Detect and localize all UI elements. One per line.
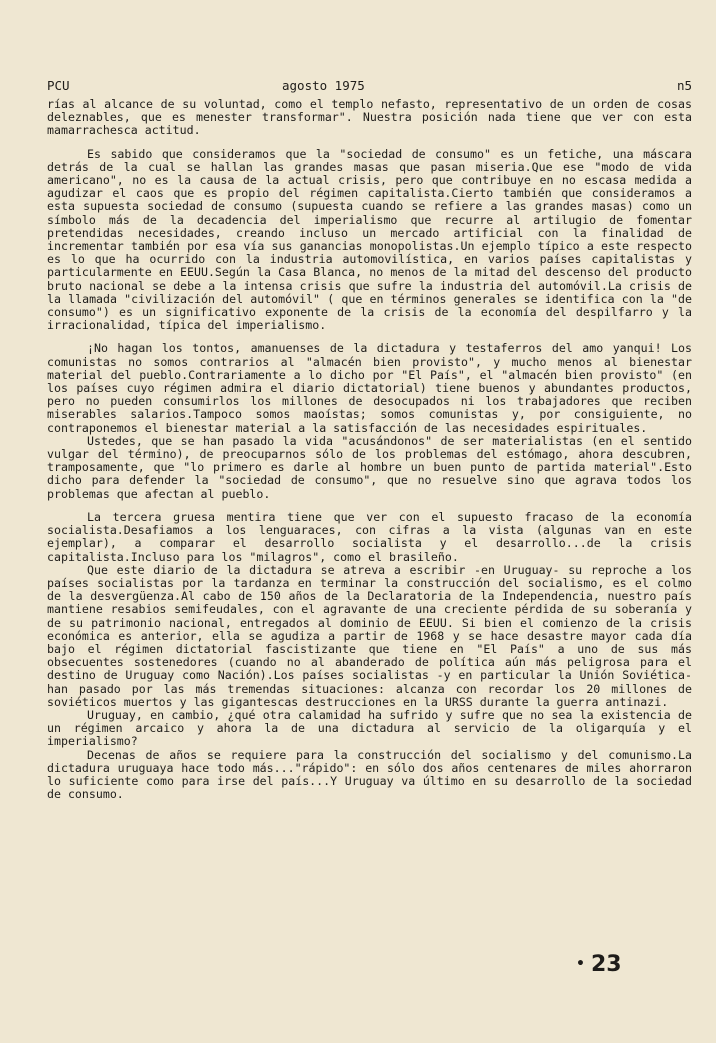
page-header xyxy=(47,78,692,96)
paragraph-6: Que este diario de la dictadura se atreva a escribir -en Uruguay- su reproche a los países socialistas por la tardanza en terminar la construcción del socialismo, es el colmo de la desvergüenza.Al cabo de 150 años de la Declaratoria de la Independencia, nuestro país mantiene resabios semifeudales, con el agravante de una creciente pérdida de su soberanía y de su patrimonio nacional, entregados al dominio de EEUU. Si bien el comienzo de la crisis económica es anterior, ella se agudiza a partir de 1968 y se hace desastre mayor cada día bajo el régimen dictatorial fascistizante que tiene en "El País" a uno de sus más obsecuentes sostenedores (cuando no al abanderado de política aún más peligrosa para el destino de Uruguay como Nación).Los países socialistas -y en particular la Unión Soviética- han pasado por las más tremendas situaciones: alcanza con recordar los 20 millones de soviéticos muertos y las gigantescas destrucciones en la URSS durante la guerra antinazi. xyxy=(47,562,692,709)
header-publication: PCU xyxy=(47,78,70,93)
paragraph-8: Decenas de años se requiere para la construcción del socialismo y del comunismo.La dictadura uruguaya hace todo más..."rápido": en sólo dos años centenares de miles ahorraron lo suficiente como para irse del país...Y Uruguay va último en su desarrollo de la sociedad de consumo. xyxy=(47,747,692,802)
paragraph-1: rías al alcance de su voluntad, como el templo nefasto, representativo de un orden de cosas deleznables, que es menester transformar". Nuestra posición nada tiene que ver con esta mamarrachesca actitud. xyxy=(47,97,692,138)
article-body xyxy=(47,98,692,801)
paragraph-2: Es sabido que consideramos que la "sociedad de consumo" es un fetiche, una máscara detrás de la cual se hallan las grandes masas que pasan miseria.Que ese "modo de vida americano", no es la causa de la actual crisis, pero que contribuye en no escasa medida a agudizar el caos que es propio del régimen capitalista.Cierto también que consideramos a esta supuesta sociedad de consumo (supuesta cuando se refiere a las grandes masas) como un símbolo más de la decadencia del imperialismo que recurre al artilugio de fomentar pretendidas necesidades, creando incluso un mercado artificial con la finalidad de incrementar también por esa vía sus ganancias monopolistas.Un ejemplo típico a este respecto es lo que ha ocurrido con la industria automovilística, en varios países capitalistas y particularmente en EEUU.Según la Casa Blanca, no menos de la mitad del descenso del producto bruto nacional se debe a la intensa crisis que sufre la industria del automóvil.La crisis de la llamada "civilización del automóvil" ( que en términos generales se identifica con la "de consumo") es un significativo exponente de la crisis de la economía del despilfarro y la irracionalidad, típica del imperialismo. xyxy=(47,146,692,333)
page-number-value: 23 xyxy=(590,952,622,977)
header-issue-number: n5 xyxy=(676,78,692,93)
paragraph-5: La tercera gruesa mentira tiene que ver con el supuesto fracaso de la economía socialista.Desafiamos a los lenguaraces, con cifras a la vista (algunas van en este ejemplar), a comparar el desarrollo socialista y el desarrollo...de la crisis capitalista.Incluso para los "milagros", como el brasileño. xyxy=(47,509,692,564)
paragraph-3: ¡No hagan los tontos, amanuenses de la dictadura y testaferros del amo yanqui! Los comunistas no somos contrarios al "almacén bien provisto", y mucho menos al bienestar material del pueblo.Contrariamente a lo dicho por "El País", el "almacén bien provisto" (en los países cuyo régimen admira el diario dictatorial) tiene buenos y abundantes productos, pero no pueden consumirlos los millones de desocupados ni los trabajadores que reciben miserables salarios.Tampoco somos maoístas; somos comunistas y, por consiguiente, no contraponemos el bienestar material a la satisfacción de las necesidades espirituales. xyxy=(47,341,692,435)
paragraph-7: Uruguay, en cambio, ¿qué otra calamidad ha sufrido y sufre que no sea la existencia de un régimen arcaico y ahora la de una dictadura al servicio de la oligarquía y el imperialismo? xyxy=(47,707,692,749)
paragraph-4: Ustedes, que se han pasado la vida "acusándonos" de ser materialistas (en el sentido vulgar del término), de preocuparnos sólo de los problemas del estómago, ahora descubren, tramposamente, que "lo primero es darle al hombre un buen punto de partida material".Esto dicho para defender la "sociedad de consumo", que no resuelve sino que agrava todos los problemas que afectan al pueblo. xyxy=(47,433,692,501)
bullet-dot: • xyxy=(576,956,585,972)
page-number xyxy=(576,952,622,977)
header-date: agosto 1975 xyxy=(282,78,365,93)
